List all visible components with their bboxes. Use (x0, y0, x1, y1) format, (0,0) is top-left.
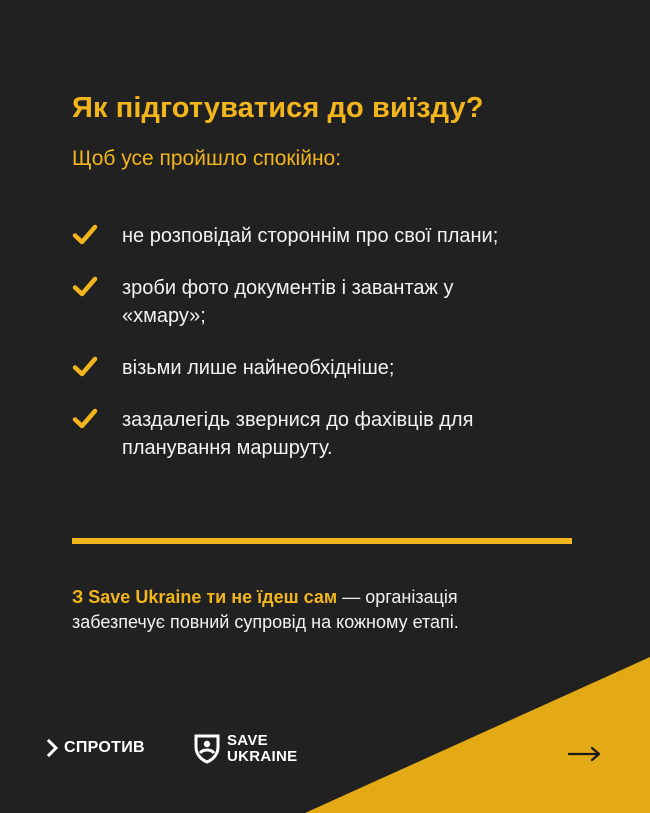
save-ukraine-emblem-icon (194, 734, 220, 764)
note-highlight: З Save Ukraine ти не їдеш сам (72, 587, 338, 607)
checklist-item-text: не розповідай стороннім про свої плани; (122, 225, 499, 247)
checkmark-icon (72, 223, 98, 247)
sprotyv-logo (46, 738, 145, 758)
checkmark-icon (72, 407, 98, 431)
checklist-item (72, 222, 542, 250)
checklist-item-text: візьми лише найнеобхідніше; (122, 357, 395, 379)
checklist-item (72, 354, 542, 382)
checkmark-icon (72, 275, 98, 299)
checklist-item-text: заздалегідь звернися до фахівців для планування маршруту. (122, 409, 474, 459)
subtitle: Щоб усе пройшло спокійно: (72, 147, 342, 170)
sprotyv-logo-text: СПРОТИВ (64, 739, 145, 756)
checklist (72, 222, 542, 462)
note-text: — організація забезпечує повний супровід на кожному етапі. (72, 587, 459, 632)
save-ukraine-logo (194, 733, 297, 765)
checkmark-icon (72, 355, 98, 379)
checklist-item (72, 274, 542, 330)
support-note (72, 585, 542, 635)
page-title: Як підготуватися до виїзду? (72, 92, 484, 124)
checklist-item (72, 406, 542, 462)
save-ukraine-line1: SAVE (227, 732, 268, 749)
save-ukraine-line2: UKRAINE (227, 748, 298, 765)
save-ukraine-wordmark (227, 733, 297, 765)
chevron-right-icon (46, 738, 60, 758)
checklist-item-text: зроби фото документів і завантаж у «хмару»; (122, 277, 454, 327)
arrow-right-icon[interactable] (568, 746, 602, 762)
yellow-divider (72, 538, 572, 544)
